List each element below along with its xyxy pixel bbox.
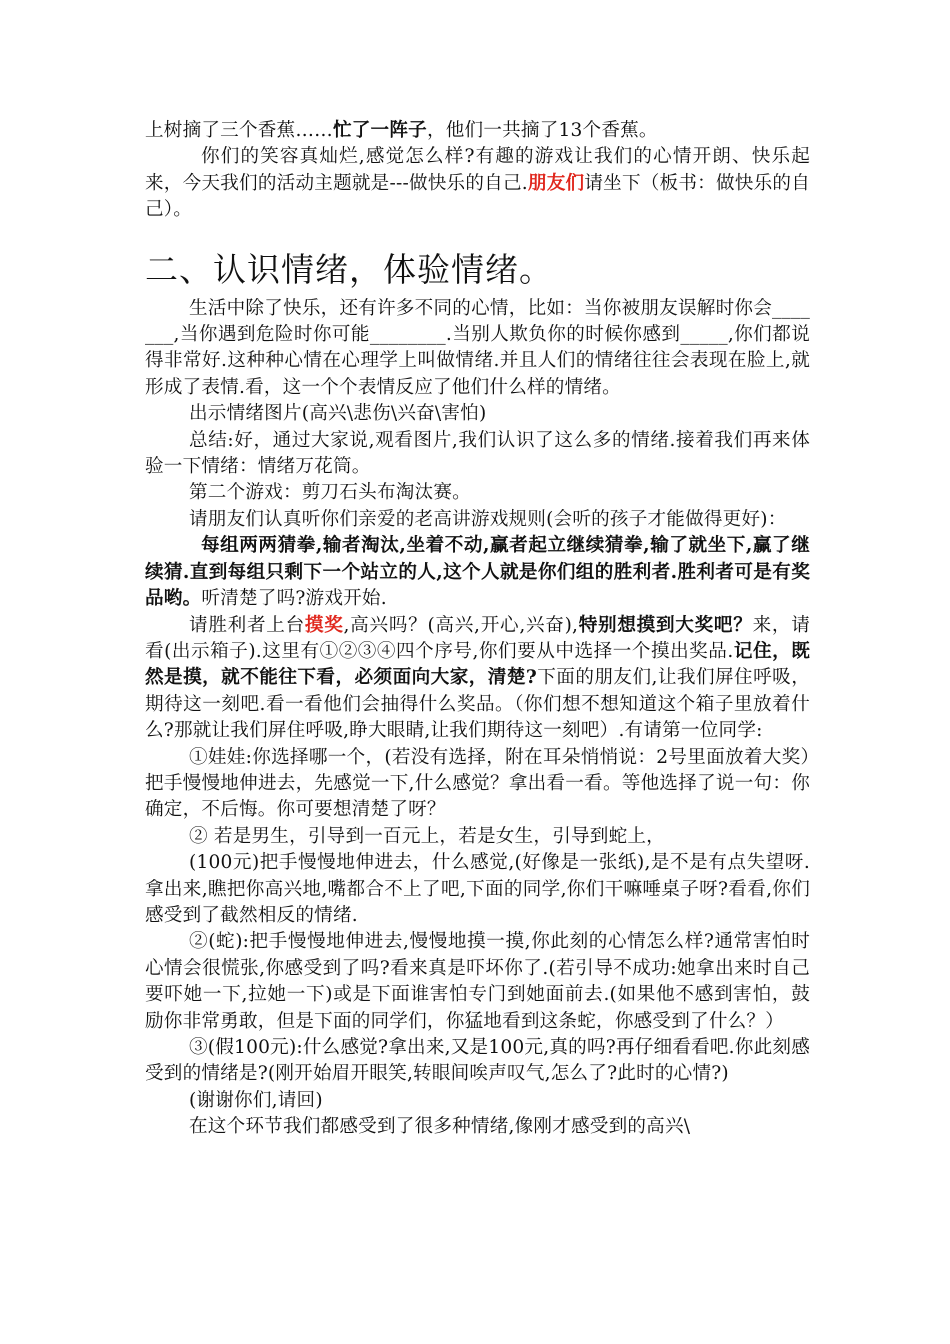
paragraph-hundred-yuan: (100元)把手慢慢地伸进去，什么感觉,(好像是一张纸),是不是有点失望呀.拿出来,瞧把你高兴地,嘴都合不上了吧,下面的同学,你们干嘛唾桌子呀?看看,你们感受到了截然相反的情绪. bbox=[145, 852, 810, 926]
paragraph-summary: 总结:好，通过大家说,观看图片,我们认识了这么多的情绪.接着我们再来体验一下情绪：情绪万花筒。 bbox=[145, 429, 810, 478]
paragraph-gender-guide: ② 若是男生，引导到一百元上，若是女生，引导到蛇上， bbox=[189, 825, 665, 847]
text-run: 请胜利者上台 bbox=[189, 614, 305, 636]
text-run: 听清楚了吗?游戏开始. bbox=[201, 588, 387, 610]
text-run: ，他们一共摘了13个香蕉。 bbox=[426, 120, 658, 141]
paragraph-second-game: 第二个游戏：剪刀石头布淘汰赛。 bbox=[189, 482, 471, 504]
text-run: ,高兴吗？(高兴,开心,兴奋), bbox=[343, 614, 579, 636]
text-run: 来，请看(出示箱子).这里有①②③④四个序号,你们要从中选择一个摸出奖品. bbox=[145, 614, 810, 662]
text-run: 你们的笑容真灿烂,感觉怎么样?有趣的游戏让我们的心情开朗、快乐起来，今天我们的活动主题就是---做快乐的自己. bbox=[145, 146, 810, 194]
text-run: 请坐下（板书：做快乐的自己）。 bbox=[145, 172, 810, 221]
section-heading: 二、认识情绪，体验情绪。 bbox=[145, 249, 553, 289]
paragraph-rules bbox=[145, 533, 810, 612]
paragraph-show-pictures: 出示情绪图片(高兴\悲伤\兴奋\害怕) bbox=[189, 403, 487, 425]
paragraph-fake-money: ③(假100元):什么感觉?拿出来,又是100元,真的吗?再仔细看看吧.你此刻感受到的情绪是?(刚开始眉开眼笑,转眼间唉声叹气,怎么了?此时的心情?) bbox=[145, 1037, 810, 1085]
text-run: 上树摘了三个香蕉…… bbox=[145, 120, 333, 141]
paragraph-emotions-intro: 生活中除了快乐，还有许多不同的心情，比如：当你被朋友误解时你会_______,当你遇到危险时你可能________.当别人欺负你的时候你感到_____,你们都说得非常好.这种种心情在心理学上叫做情绪.并且人们的情绪往往会表现在脸上,就形成了表情.看，这一个个表情反应了他们什么样的情绪。 bbox=[145, 297, 810, 398]
paragraph-rules-intro: 请朋友们认真听你们亲爱的老高讲游戏规则(会听的孩子才能做得更好)： bbox=[189, 508, 787, 530]
bold-text: 特别想摸到大奖吧？ bbox=[578, 614, 753, 636]
bold-text: 每组两两猜拳,输者淘汰,坐着不动,赢者起立继续猜拳,输了就坐下,赢了继续猜.直到每组只剩下一个站立的人,这个人就是你们组的胜利者.胜利者可是有奖品哟。 bbox=[145, 535, 810, 610]
highlight-text: 朋友们 bbox=[527, 172, 585, 194]
paragraph-conclusion: 在这个环节我们都感受到了很多种情绪,像刚才感受到的高兴\ bbox=[189, 1116, 691, 1138]
paragraph-thanks: (谢谢你们,请回) bbox=[189, 1089, 323, 1111]
paragraph-snake: ②(蛇):把手慢慢地伸进去,慢慢地摸一摸,你此刻的心情怎么样?通常害怕时心情会很慌张,你感受到了吗?看来真是吓坏你了.(若引导不成功:她拿出来时自己要吓她一下,拉她一下)或是下面谁害怕专门到她面前去.(如果他不感到害怕，鼓励你非常勇敢，但是下面的同学们，你猛地看到这条蛇，你感受到了什么？） bbox=[145, 931, 810, 1032]
bold-text: 忙了一阵子 bbox=[332, 120, 427, 141]
highlight-text: 摸奖 bbox=[304, 614, 344, 636]
text-run: 下面的朋友们,让我们屏住呼吸，期待这一刻吧.看一看他们会抽得什么奖品。（你们想不想知道这个箱子里放着什么?那就让我们屏住呼吸,睁大眼睛,让我们期待这一刻吧）.有请第一位同学: bbox=[145, 667, 810, 742]
paragraph-doll: ①娃娃:你选择哪一个，(若没有选择，附在耳朵悄悄说：2号里面放着大奖）把手慢慢地伸进去，先感觉一下,什么感觉？拿出看一看。等他选择了说一句：你确定，不后悔。你可要想清楚了呀？ bbox=[145, 746, 810, 821]
bold-text: 记住，既然是摸，就不能往下看，必须面向大家，清楚? bbox=[145, 640, 810, 689]
paragraph-banana bbox=[145, 118, 810, 144]
paragraph-prize-draw bbox=[145, 613, 810, 745]
document-body bbox=[145, 118, 810, 1141]
paragraph-theme bbox=[145, 144, 810, 223]
